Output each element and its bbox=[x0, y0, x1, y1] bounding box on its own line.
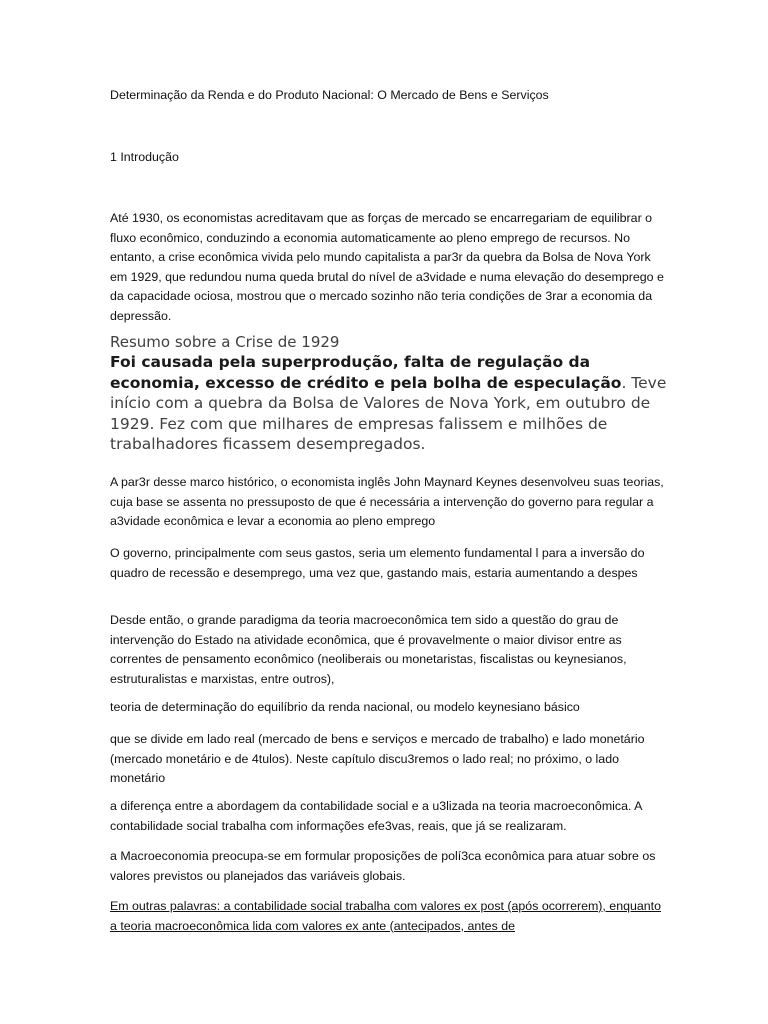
paragraph-keynes: A par3r desse marco histórico, o economista inglês John Maynard Keynes desenvolveu suas teorias, cuja base se assenta no pressuposto de que é necessária a intervenção do governo para regular a a3vidade econômica e levar a economia ao pleno emprego bbox=[110, 475, 664, 528]
paragraph-social-accounting: a diferença entre a abordagem da contabilidade social e a u3lizada na teoria macroeconômica. A contabilidade social trabalha com informações efe3vas, reais, que já se realizaram. bbox=[110, 799, 642, 833]
paragraph-macroeconomics: a Macroeconomia preocupa-se em formular proposições de polí3ca econômica para atuar sobre os valores previstos ou planejados das variáveis globais. bbox=[110, 849, 656, 883]
paragraph-introduction: Até 1930, os economistas acreditavam que as forças de mercado se encarregariam de equilibrar o fluxo econômico, conduzindo a economia automaticamente ao pleno emprego de recursos. No entanto, a crise econômica vivida pelo mundo capitalista a par3r da quebra da Bolsa de Nova York em 1929, que redundou numa queda brutal do nível de a3vidade e numa elevação do desemprego e da capacidade ociosa, mostrou que o mercado sozinho não teria condições de 3rar a economia da depressão. bbox=[110, 211, 664, 323]
paragraph-real-monetary: que se divide em lado real (mercado de bens e serviços e mercado de trabalho) e lado monetário (mercado monetário e de 4tulos). Neste capítulo discu3remos o lado real; no próximo, o lado monetário bbox=[110, 732, 645, 785]
crisis-summary bbox=[110, 333, 680, 455]
summary-title: Resumo sobre a Crise de 1929 bbox=[110, 333, 340, 351]
document-title: Determinação da Renda e do Produto Nacional: O Mercado de Bens e Serviços bbox=[110, 88, 549, 102]
paragraph-theory: teoria de determinação do equilíbrio da renda nacional, ou modelo keynesiano básico bbox=[110, 700, 580, 714]
paragraph-government: O governo, principalmente com seus gastos, seria um elemento fundamental l para a inversão do quadro de recessão e desemprego, uma vez que, gastando mais, estaria aumentando a despes bbox=[110, 546, 645, 580]
paragraph-paradigm: Desde então, o grande paradigma da teoria macroeconômica tem sido a questão do grau de intervenção do Estado na atividade econômica, que é provavelmente o maior divisor entre as correntes de pensamento econômico (neoliberais ou monetaristas, fiscalistas ou keynesianos, estruturalistas e marxistas, entre outros), bbox=[110, 613, 627, 686]
paragraph-ex-ante-ex-post: Em outras palavras: a contabilidade social trabalha com valores ex post (após ocorrerem), enquanto a teoria macroeconômica lida com valores ex ante (antecipados, antes de bbox=[110, 899, 661, 933]
section-heading: 1 Introdução bbox=[110, 150, 179, 164]
summary-text: . Teve início com a quebra da Bolsa de Valores de Nova York, em outubro de 1929. Fez com que milhares de empresas falissem e milhões de trabalhadores ficassem desempregados. bbox=[110, 373, 667, 453]
summary-bold-text: Foi causada pela superprodução, falta de regulação da economia, excesso de crédito e pela bolha de especulação bbox=[110, 353, 622, 392]
summary-body bbox=[110, 352, 680, 455]
